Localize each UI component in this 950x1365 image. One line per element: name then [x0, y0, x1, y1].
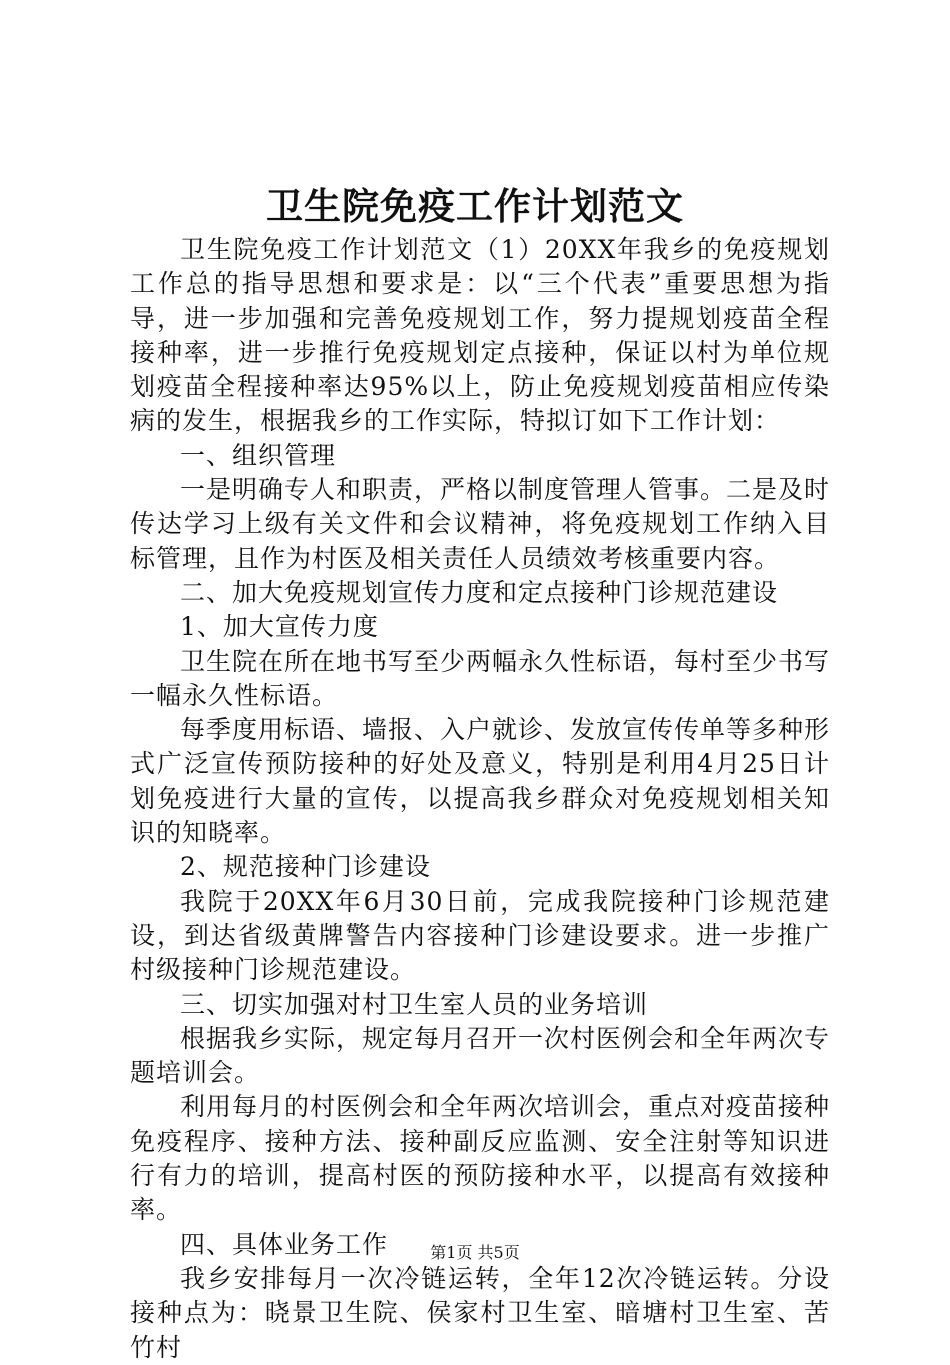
subsection-heading: 1、加大宣传力度	[180, 612, 379, 642]
paragraph: 一是明确专人和职责，严格以制度管理人管事。二是及时传达学习上级有关文件和会议精神，将免疫规划工作纳入目标管理，且作为村医及相关责任人员绩效考核重要内容。	[130, 475, 831, 573]
section-heading: 二、加大免疫规划宣传力度和定点接种门诊规范建设	[180, 577, 779, 607]
paragraph: 我院于20XX年6月30日前，完成我院接种门诊规范建设，到达省级黄牌警告内容接种门诊建设要求。进一步推广村级接种门诊规范建设。	[130, 886, 830, 985]
document-title: 卫生院免疫工作计划范文	[266, 184, 684, 228]
document-body	[130, 233, 830, 1365]
section-heading: 一、组织管理	[180, 440, 337, 470]
section-heading: 三、切实加强对村卫生室人员的业务培训	[180, 989, 649, 1019]
paragraph: 卫生院在所在地书写至少两幅永久性标语，每村至少书写一幅永久性标语。	[130, 646, 831, 710]
paragraph: 卫生院免疫工作计划范文（1）20XX年我乡的免疫规划工作总的指导思想和要求是：以“三个代表”重要思想为指导，进一步加强和完善免疫规划工作，努力提规划疫苗全程接种率，进一步推行免疫规划定点接种，保证以村为单位规划疫苗全程接种率达95%以上，防止免疫规划疫苗相应传染病的发生，根据我乡的工作实际，特拟订如下工作计划：	[130, 235, 830, 436]
section-heading: 四、具体业务工作	[180, 1229, 389, 1259]
page-number-footer: 第1页 共5页	[430, 1243, 520, 1262]
paragraph: 根据我乡实际，规定每月召开一次村医例会和全年两次专题培训会。	[130, 1023, 831, 1088]
paragraph: 每季度用标语、墙报、入户就诊、发放宣传传单等多种形式广泛宣传预防接种的好处及意义，特别是利用4月25日计划免疫进行大量的宣传，以提高我乡群众对免疫规划相关知识的知晓率。	[130, 715, 831, 848]
subsection-heading: 2、规范接种门诊建设	[180, 852, 431, 882]
paragraph: 利用每月的村医例会和全年两次培训会，重点对疫苗接种免疫程序、接种方法、接种副反应监测、安全注射等知识进行有力的培训，提高村医的预防接种水平，以提高有效接种率。	[130, 1092, 831, 1225]
paragraph: 我乡安排每月一次冷链运转，全年12次冷链运转。分设接种点为：晓景卫生院、侯家村卫生室、暗塘村卫生室、苦竹村	[130, 1263, 830, 1362]
